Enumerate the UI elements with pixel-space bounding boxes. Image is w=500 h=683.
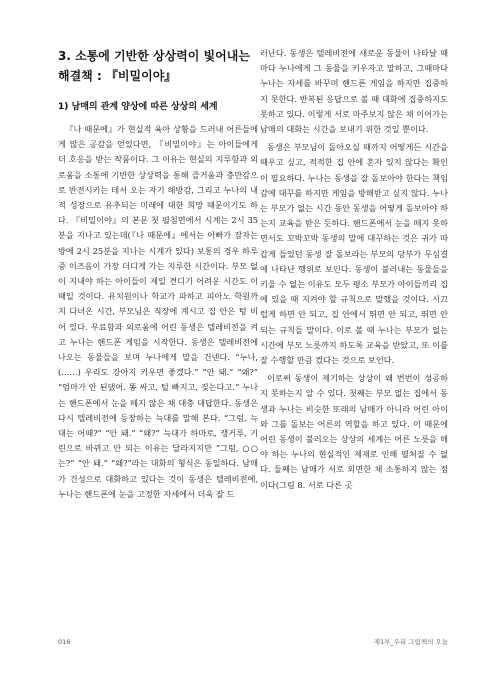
page-number: 016: [58, 638, 71, 646]
body-paragraph: 『나 때문에』가 현실적 육아 상황을 드러내 어른들에게 많은 공감을 얻었다면, 『비밀이야』는 아이들에게 더 호응을 받는 작품이다. 그 이유는 현실의 지루함과 외로움을 소통에 기반한 상상력을 통해 즐거움과 충만감으로 반전시키는 데서 오는 자기 해방감, 그리고 누나의 내적 성장으로 유추되는 미래에 대한 희망 때문이기도 하다. 『비밀이야』의 본문 첫 펼침면에서 시계는 2시 35분을 지나고 있는데(『나 때문에』에서는 아빠가 잠자는 방에 2시 25분을 지나는 시계가 있다) 보통의 경우 하루 중 이즈음이 가장 더디게 가는 지루한 시간이다. 부모 없이 지내야 하는 아이들이 제일 견디기 어려운 시간도 이때일 것이다. 유치원이나 학교가 파하고 피아노 학원까지 다녀온 시간, 부모님은 직장에 계시고 집 안은 텅 비어 있다. 무료함과 외로움에 어린 동생은 텔레비전을 켜고 누나는 핸드폰 게임을 시작한다. 동생은 텔레비전에 나오는 동물들을 보며 누나에게 말을 건넨다. “누나, (……) 우리도 강아지 키우면 좋겠다.” “안 돼.” “왜?” “엄마가 안 된댔어. 똥 싸고, 털 빠지고, 짖는다고.” 누나는 핸드폰에서 눈을 떼지 않은 채 대충 대답한다. 동생은 다시 텔레비전에 등장하는 늑대를 말해 본다. “그럼, 늑대는 어때?” “안 돼.” “왜?” 늑대가 하마로, 캥거루, 기린으로 바뀌고 안 되는 이유는 달라지지만 “그럼, ○○는?” “안 돼.” “왜?”라는 대화의 형식은 동일하다. 남매가 건성으로 대화하고 있다는 것이 동생은 텔레비전에, 누나는 핸드폰에 눈을 고정한 자세에서 더욱 잘 드: [58, 124, 258, 499]
section-heading: 3. 소통에 기반한 상상력이 빛어내는 해결책 : 『비밀이야』: [58, 49, 250, 83]
sub-heading: 1) 남매의 관계 양상에 따른 상상의 세계: [58, 102, 218, 112]
body-paragraph: 이로써 동생이 제기하는 상상이 왜 번번이 성공하지 못하는지 알 수 있다. 첫째는 부모 없는 집에서 동생과 누나는 비슷한 또래의 남매가 아니라 어린 아이와 그를 돌보는 어른의 역할을 하고 있다. 이 때문에 어린 동생이 불러오는 상상의 세계는 어른 노릇을 해야 하는 누나의 현실적인 제재로 인해 펼쳐질 수 없다. 둘째는 남매가 서로 외면한 채 소통하지 않는 점이다(그림 8. 서로 다른 곳: [260, 373, 448, 490]
running-title: 제1부_우리 그림책의 오늘: [373, 638, 448, 646]
left-column: [58, 46, 258, 502]
right-column: [260, 46, 448, 493]
body-paragraph: 동생은 부모님이 돌아오실 때까지 어떻게든 시간을 때우고 싶고, 적적한 집 안에 혼자 있지 않다는 확인이 필요하다. 누나는 동생을 잘 돌보아야 한다는 책임감에 대꾸를 하지만 게임을 방해받고 싶지 않다. 누나는 부모가 없는 시간 동안 동생을 어떻게 돌보아야 하는지 교육을 받은 듯하다. 핸드폰에서 눈을 떼지 못하면서도 꼬박꼬박 동생의 말에 대꾸하는 것은 귀가 따갑게 들었던 동생 잘 돌보라는 부모의 당부가 무심결에 나타난 행위로 보인다. 동생이 불러내는 동물들을 키울 수 없는 이유도 모두 평소 부모가 아이들끼리 집에 있을 때 지켜야 할 규칙으로 말했을 것이다. 시끄럽게 하면 안 되고, 집 안에서 뛰면 안 되고, 뛰면 안 되는 규칙들 말이다. 이로 볼 때 누나는 부모가 없는 시간에 부모 노릇까지 하도록 교육을 받았고, 또 이를 잘 수행할 만큼 컸다는 것으로 보인다.: [260, 142, 448, 366]
body-paragraph: 러난다. 동생은 텔레비전에 새로운 동물이 나타날 때마다 누나에게 그 동물을 키우자고 말하고, 그때마다 누나는 자세를 바꾸며 핸드폰 게임을 하지만 집중하지 못한다. 반복된 응답으로 볼 때 대화에 집중하지도 못하고 있다. 이렇게 서로 마주보지 않은 채 이어가는 남매의 대화는 시간을 보내기 위한 것일 뿐이다.: [260, 48, 448, 135]
